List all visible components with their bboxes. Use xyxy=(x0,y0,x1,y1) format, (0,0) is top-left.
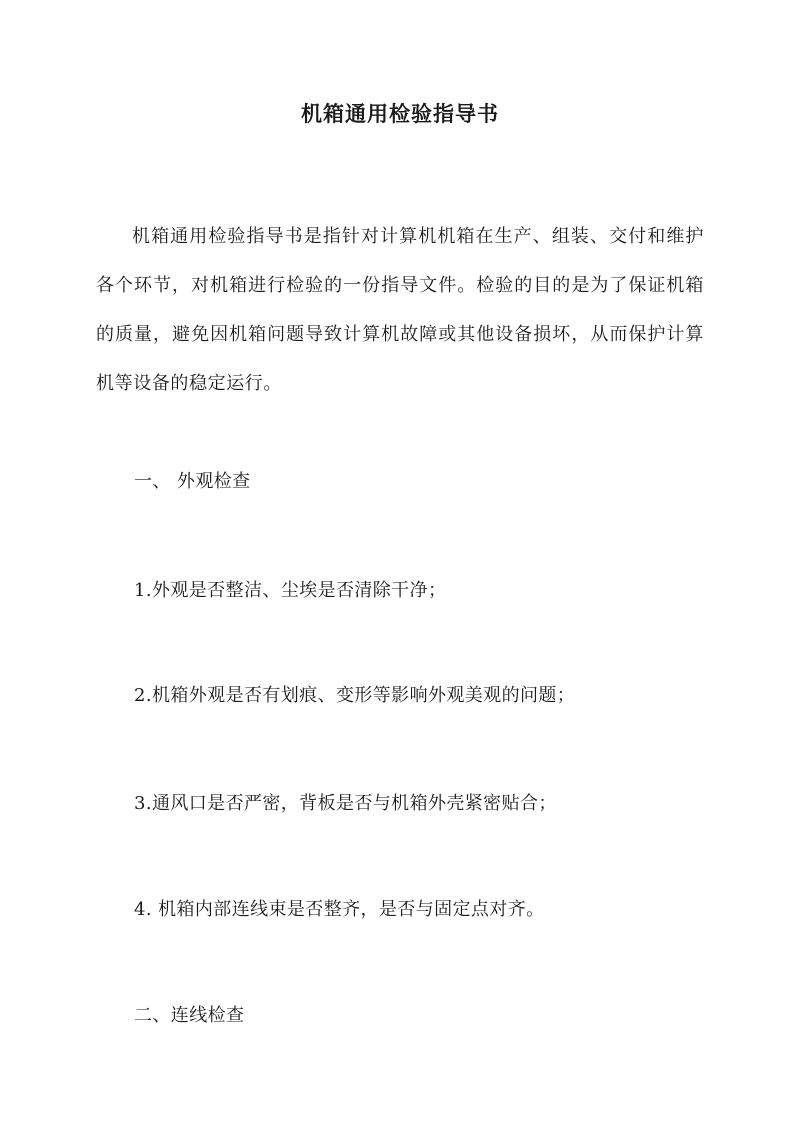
section-heading-wiring-check: 二、连线检查 xyxy=(134,1005,245,1026)
checklist-item-1: 1.外观是否整洁、尘埃是否清除干净； xyxy=(134,580,447,601)
intro-paragraph: 机箱通用检验指导书是指针对计算机机箱在生产、组装、交付和维护各个环节，对机箱进行检验的一份指导文件。检验的目的是为了保证机箱的质量，避免因机箱问题导致计算机故障或其他设备损坏，从而保护计算机等设备的稳定运行。 xyxy=(96,226,704,394)
checklist-item-4: 4. 机箱内部连线束是否整齐，是否与固定点对齐。 xyxy=(134,899,545,920)
checklist-item-3: 3.通风口是否严密，背板是否与机箱外壳紧密贴合； xyxy=(134,793,557,814)
section-heading-appearance-check: 一、 外观检查 xyxy=(134,471,251,492)
document-title: 机箱通用检验指导书 xyxy=(301,101,499,126)
checklist-item-2: 2.机箱外观是否有划痕、变形等影响外观美观的问题； xyxy=(134,685,576,706)
